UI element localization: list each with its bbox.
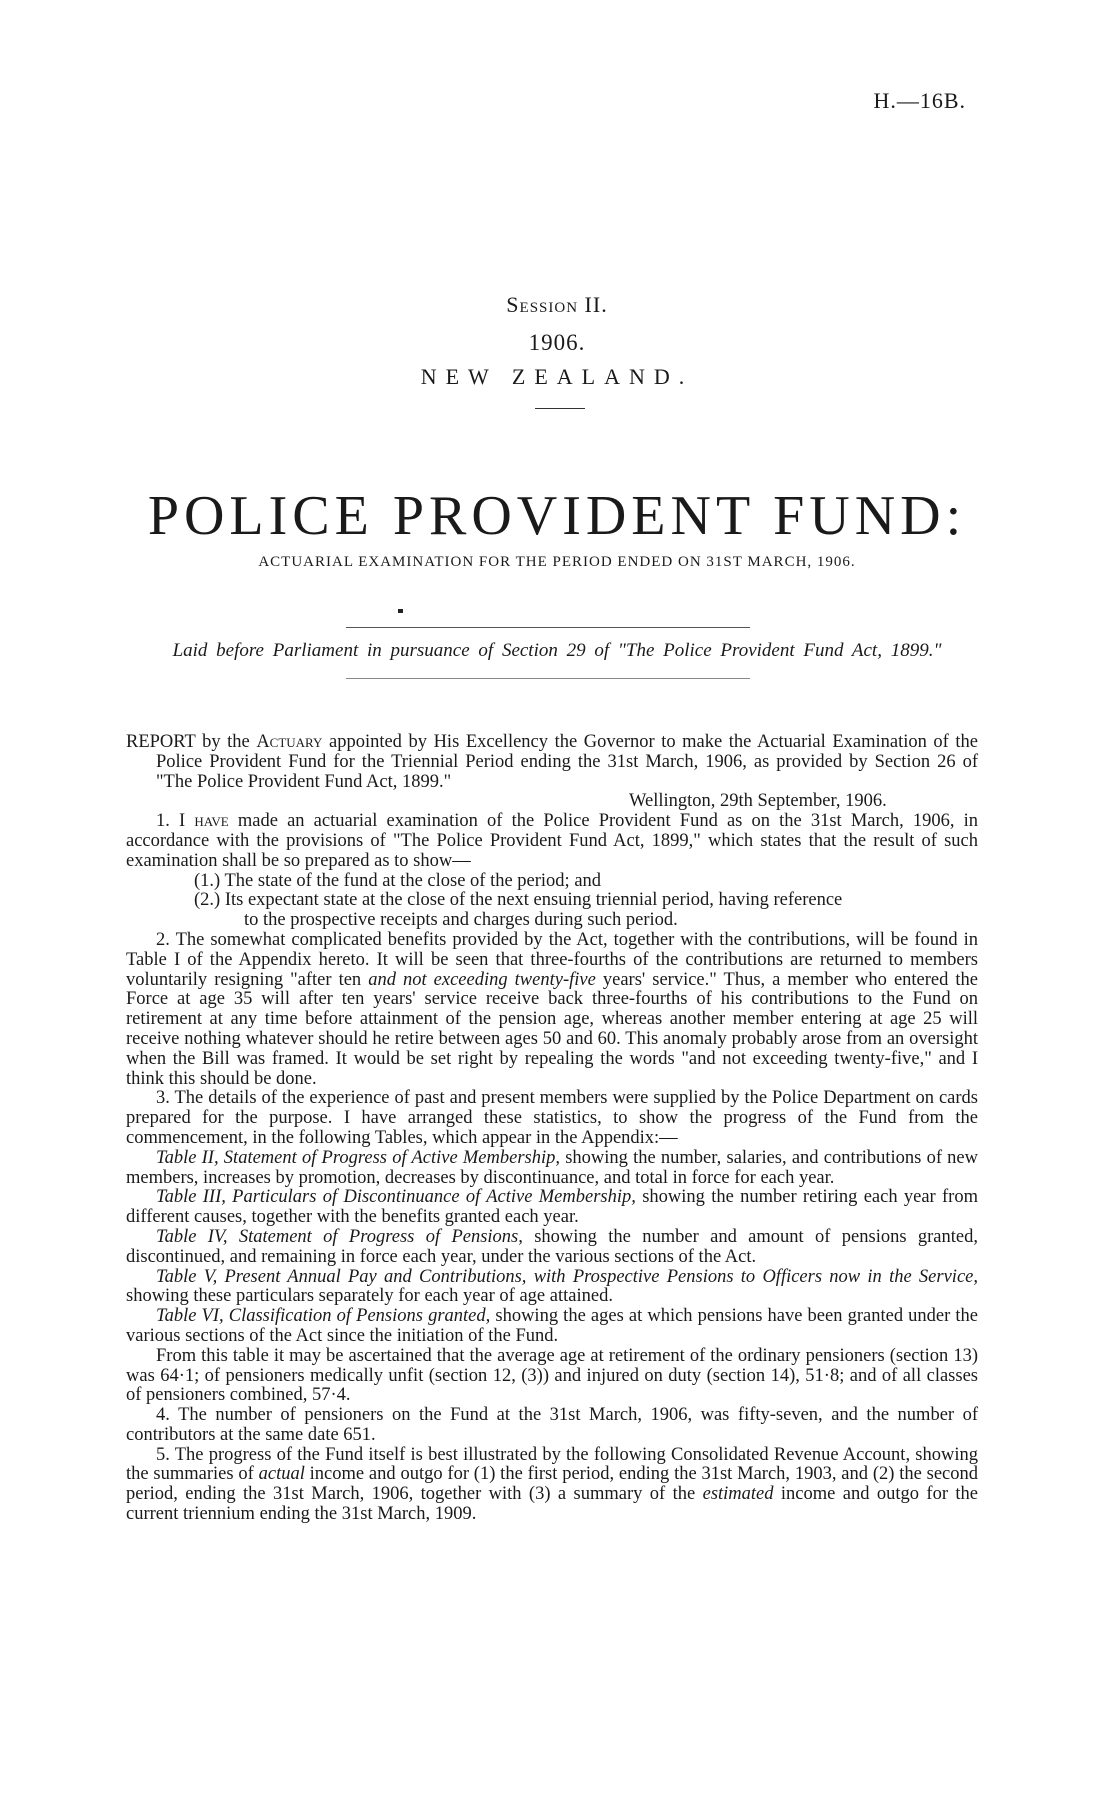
paragraph-2 [126, 931, 978, 1089]
year-heading: 1906. [528, 330, 586, 355]
table-4-description: showing the number and amount of pensions granted, discontinued, and remaining in force each year, under the various sections of the Act. [126, 1226, 978, 1267]
table-description [126, 1307, 978, 1347]
report-date-line: Wellington, 29th September, 1906. [629, 791, 887, 812]
document-title: POLICE PROVIDENT FUND: [147, 485, 967, 547]
report-by-the: by the [202, 732, 250, 752]
paragraph-5-text-b: income and outgo for (1) the first period, ending the 31st March, 1903, and (2) the second period, ending the 31st March, 1906, together with (3) a summary of the [126, 1464, 978, 1505]
paragraph-2-italic: and not exceeding twenty-five [368, 969, 596, 990]
document-reference: H.—16B. [873, 88, 966, 113]
divider-short [535, 408, 585, 409]
table-6-description: showing the ages at which pensions have been granted under the various sections of the Act since the initiation of the Fund. [126, 1306, 979, 1346]
table-description [126, 1149, 978, 1189]
table-description [126, 1188, 978, 1228]
paragraph-5 [126, 1446, 978, 1525]
actuary-word: Actuary [256, 732, 323, 752]
report-body [126, 733, 978, 1525]
paragraph-4: 4. The number of pensioners on the Fund at the 31st March, 1906, was fifty-seven, and the number of contributors at the same date 651. [126, 1405, 978, 1445]
paragraph-1-text: made an actuarial examination of the Police Provident Fund as on the 31st March, 1906, in accordance with the provisions of "The Police Provident Fund Act, 1899," which states that the result of such examination shall be so prepared as to show— [126, 811, 979, 871]
paragraph-average-age: From this table it may be ascertained that the average age at retirement of the ordinary pensioners (section 13) was 64·1; of pensioners medically unfit (section 12, (3)) and injured on duty (section 14), 51·8; and of all classes of pensioners combined, 57·4. [126, 1345, 978, 1406]
table-3-description: showing the number retiring each year from different causes, together with the benefits granted each year. [126, 1187, 978, 1228]
table-2-description: showing the number, salaries, and contributions of new members, increases by promotion, decreases by discontinuance, and total in force for each year. [126, 1147, 979, 1188]
report-intro [126, 733, 978, 792]
paragraph-2-text-a: 2. The somewhat complicated benefits provided by the Act, together with the contributions, will be found in Table I of the Appendix hereto. It will be seen that three-fourths of the contributions are returned to members voluntarily resigning "after ten [126, 929, 978, 990]
paragraph-1 [126, 812, 978, 871]
table-6-name: Table VI, Classification of Pensions granted, [156, 1306, 491, 1327]
divider-top [346, 627, 750, 628]
list-item: (1.) The state of the fund at the close of the period; and [194, 870, 602, 891]
session-heading: Session II. [506, 292, 608, 317]
paragraph-3: 3. The details of the experience of past and present members were supplied by the Police Department on cards prepared for the purpose. I have arranged these statistics, to show the progress of the Fund from the commencement, in the following Tables, which appear in the Appendix:— [126, 1088, 978, 1148]
laid-before-line: Laid before Parliament in pursuance of Section 29 of "The Police Provident Fund Act, 1899." [172, 640, 942, 661]
paragraph-2-text-b: years' service." Thus, a member who entered the Force at age 35 will after ten years' service receive back three-fourths of his contributions to the Fund on retirement at any time before attainment of the pension age, whereas another member entering at age 25 will receive nothing whatever should he retire between ages 50 and 60. This anomaly probably arose from an oversight when the Bill was framed. It would be set right by repealing the words "and not exceeding twenty-five," and I think this should be done. [126, 969, 979, 1089]
country-heading: NEW ZEALAND. [420, 364, 694, 389]
table-5-description: showing these particulars separately for each year of age attained. [126, 1286, 613, 1307]
table-description [126, 1228, 978, 1268]
paragraph-1-have: have [194, 811, 229, 832]
paragraph-1-number: 1. I [156, 811, 186, 832]
paragraph-5-text-a: 5. The progress of the Fund itself is best illustrated by the following Consolidated Revenue Account, showing the summaries of [126, 1444, 978, 1485]
list-item: (2.) Its expectant state at the close of the next ensuing triennial period, having reference [194, 890, 843, 911]
report-intro-text: appointed by His Excellency the Governor to make the Actuarial Examination of the Police Provident Fund for the Triennial Period ending the 31st March, 1906, as provided by Section 26 of "The Police Provident Fund Act, 1899." [156, 732, 979, 792]
table-description [126, 1268, 978, 1308]
table-5-name: Table V, Present Annual Pay and Contributions, with Prospective Pensions to Officers now in the Service, [156, 1266, 978, 1287]
document-subtitle: ACTUARIAL EXAMINATION FOR THE PERIOD ENDED ON 31ST MARCH, 1906. [258, 554, 856, 570]
table-3-name: Table III, Particulars of Discontinuance of Active Membership, [156, 1187, 636, 1208]
paragraph-5-text-c: income and outgo for the current triennium ending the 31st March, 1909. [126, 1484, 979, 1525]
report-word: REPORT [126, 732, 196, 752]
paragraph-5-estimated: estimated [702, 1484, 774, 1505]
table-4-name: Table IV, Statement of Progress of Pensions, [156, 1226, 523, 1247]
divider-bottom [346, 678, 750, 679]
list-item-continuation: to the prospective receipts and charges during such period. [244, 910, 678, 931]
table-2-name: Table II, Statement of Progress of Active Membership, [156, 1147, 560, 1168]
ink-mark [398, 609, 403, 613]
paragraph-5-actual: actual [258, 1464, 305, 1485]
